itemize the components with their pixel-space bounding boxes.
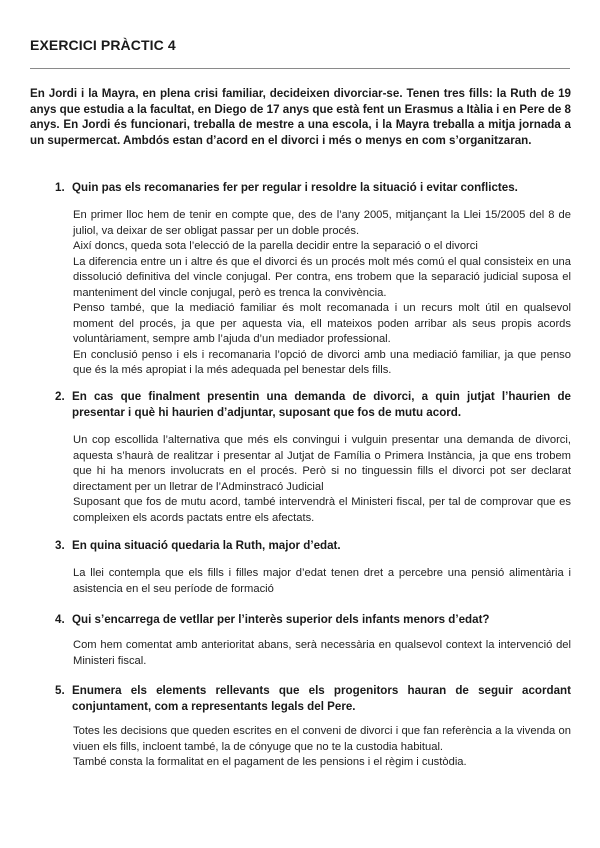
question-text: En quina situació quedaria la Ruth, major d’edat. xyxy=(72,539,341,552)
question-number: 4. xyxy=(55,613,65,626)
answer-5 xyxy=(73,724,571,771)
answer-paragraph: En primer lloc hem de tenir en compte que, des de l’any 2005, mitjançant la Llei 15/2005 del 8 de juliol, va deixar de ser obligat passar per un doble procés. xyxy=(73,209,571,237)
question-number: 2. xyxy=(55,390,65,403)
question-number: 1. xyxy=(55,181,65,194)
question-text: En cas que finalment presentin una demanda de divorci, a quin jutjat l’haurien de presentar i què hi haurien d’adjuntar, suposant que fos de mutu acord. xyxy=(72,390,571,419)
answer-paragraph: Un cop escollida l’alternativa que més els convingui i vulguin presentar una demanda de divorci, aquesta s’haurà de realitzar i presentar al Jutjat de Família o Primera Instància, ja que ens trobem que hi ha menors involucrats en el procés. Però si no tinguessin fills el divorci pot ser declarat directament per un lletrar de l’Adminstracó Judicial xyxy=(73,434,571,493)
answer-paragraph: La llei contempla que els fills i filles major d’edat tenen dret a percebre una pensió alimentària i asistencia en el seu període de formació xyxy=(73,567,571,595)
answer-paragraph: Com hem comentat amb anterioritat abans, serà necessària en qualsevol context la intervenció del Ministeri fiscal. xyxy=(73,639,571,667)
answer-paragraph: També consta la formalitat en el pagament de les pensions i el règim i custòdia. xyxy=(73,756,467,768)
title-divider xyxy=(30,68,570,69)
question-3 xyxy=(55,538,571,554)
answer-paragraph: Penso també, que la mediació familiar és molt recomanada i un recurs molt útil en qualsevol moment del procés, ja que per aquesta via, ell mateixos poden arribar als seus propis acords voluntàriament, sempre amb l’ajuda d’un mediador professional. xyxy=(73,302,571,345)
document-title: EXERCICI PRÀCTIC 4 xyxy=(30,37,176,53)
question-5 xyxy=(55,683,571,714)
case-statement: En Jordi i la Mayra, en plena crisi familiar, decideixen divorciar-se. Tenen tres fills: la Ruth de 19 anys que estudia a la facultat, en Diego de 17 anys que està fent un Erasmus a Itàlia i en Pere de 8 anys. En Jordi és funcionari, treballa de mestre a una escola, i la Mayra treballa a mitja jornada a un supermercat. Ambdós estan d’acord en el divorci i més o menys en com s’organitzaran. xyxy=(30,87,571,147)
question-number: 5. xyxy=(55,684,65,697)
answer-paragraph: Totes les decisions que queden escrites en el conveni de divorci i que fan referència a la vivenda on viuen els fills, incloent també, la de cónyuge que no te la custodia habitual. xyxy=(73,725,571,753)
question-4 xyxy=(55,612,571,628)
answer-2 xyxy=(73,433,571,526)
answer-paragraph: En conclusió penso i els i recomanaria l’opció de divorci amb una mediació familiar, ja que penso que és la més apropiat i la més adequada pel benestar dels fills. xyxy=(73,348,571,376)
question-2 xyxy=(55,389,571,420)
answer-paragraph: Així doncs, queda sota l’elecció de la parella decidir entre la separació o el divorci xyxy=(73,240,478,252)
answer-1 xyxy=(73,208,571,379)
answer-paragraph: La diferencia entre un i altre és que el divorci és un procés molt més comú el qual consisteix en una dissolució definitiva del vincle conjugal. Per contra, ens trobem que la separació judicial suposa el manteniment del vincle conjugal, però es trenca la convivència. xyxy=(73,255,571,299)
question-1 xyxy=(55,180,571,196)
answer-3 xyxy=(73,566,571,597)
question-text: Quin pas els recomanaries fer per regular i resoldre la situació i evitar conflictes. xyxy=(72,181,518,194)
question-number: 3. xyxy=(55,539,65,552)
question-text: Enumera els elements rellevants que els progenitors hauran de seguir acordant conjuntament, com a representants legals del Pere. xyxy=(72,684,571,713)
question-text: Qui s’encarrega de vetllar per l’interès superior dels infants menors d’edat? xyxy=(72,613,490,626)
answer-4 xyxy=(73,638,571,669)
answer-paragraph: Suposant que fos de mutu acord, també intervendrà el Ministeri fiscal, per tal de comprovar que es compleixen els acords pactats entre els afectats. xyxy=(73,496,571,524)
